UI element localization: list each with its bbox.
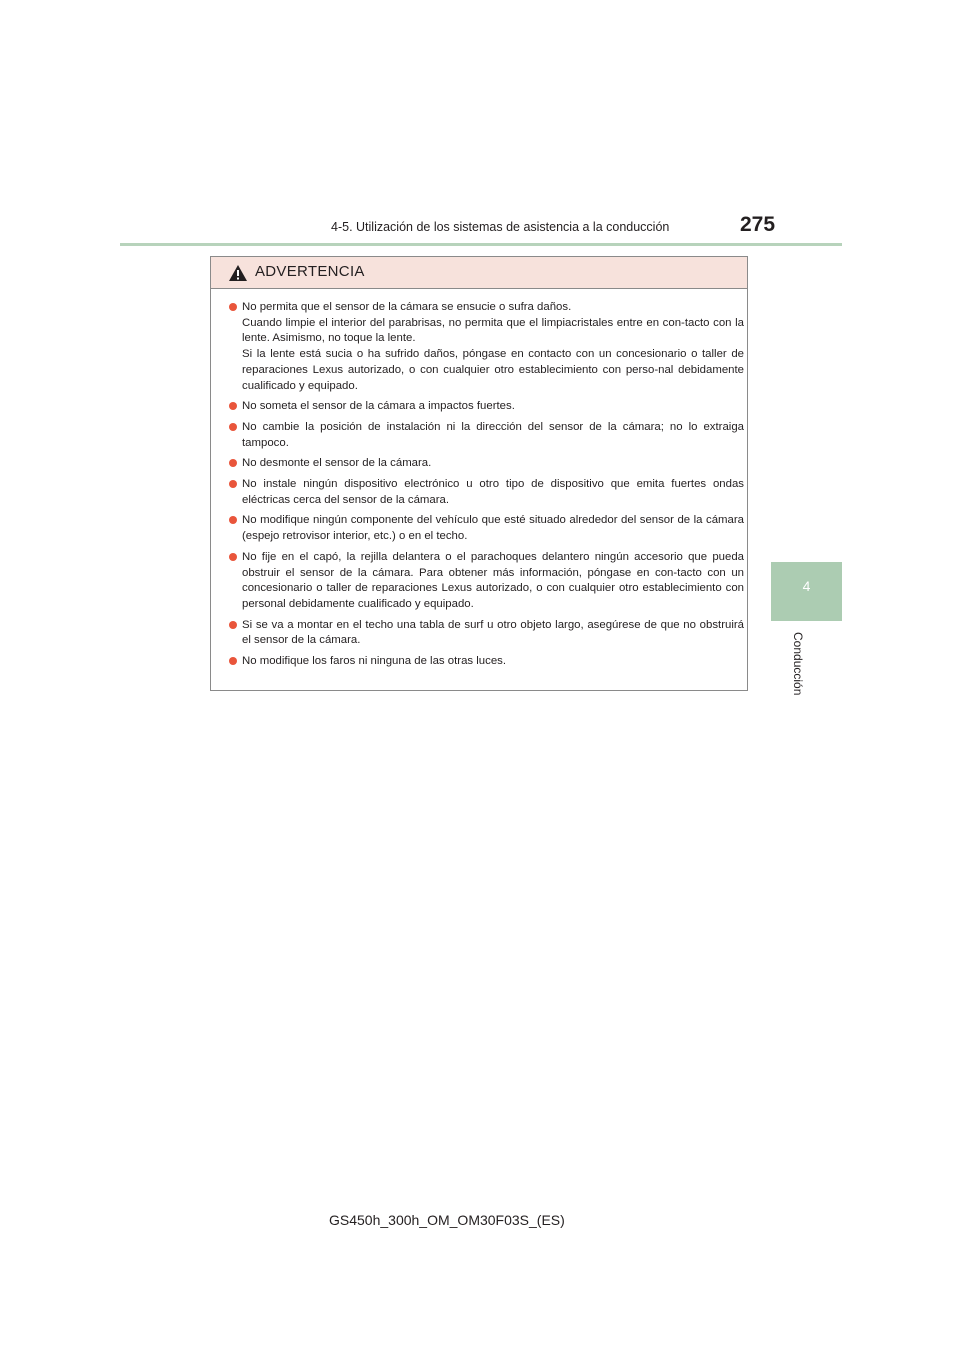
warning-item-text: No someta el sensor de la cámara a impactos fuertes.: [242, 400, 515, 413]
section-title: 4-5. Utilización de los sistemas de asistencia a la conducción: [331, 220, 670, 234]
chapter-label: [793, 632, 805, 702]
warning-item: [229, 477, 744, 508]
document-code: GS450h_300h_OM_OM30F03S_(ES): [329, 1212, 565, 1228]
warning-item: [229, 456, 744, 472]
chapter-tab: [771, 562, 842, 621]
warning-item-text: No desmonte el sensor de la cámara.: [242, 457, 432, 470]
warning-item-text: No instale ningún dispositivo electrónico u otro tipo de dispositivo que emita fuertes ondas eléctricas cerca del sensor de la cámara.: [242, 478, 744, 506]
bullet-icon: [229, 459, 237, 467]
bullet-icon: [229, 423, 237, 431]
page-number: 275: [740, 213, 776, 236]
bullet-icon: [229, 553, 237, 561]
warning-title: ADVERTENCIA: [255, 263, 365, 280]
warning-item: [229, 399, 744, 415]
bullet-icon: [229, 303, 237, 311]
warning-item: [229, 513, 744, 544]
warning-item-text: No modifique los faros ni ninguna de las otras luces.: [242, 655, 507, 668]
warning-item: [229, 550, 744, 613]
warning-item: [229, 420, 744, 451]
warning-item-text: No fije en el capó, la rejilla delantera o el parachoques delantero ningún accesorio que pueda obstruir el sensor de la cámara. Para obtener más información, póngase en con-tacto con un concesionario o taller de reparaciones Lexus autorizado, o con cualquier otro establecimiento con personal debidamente cualificado y equipado.: [242, 550, 744, 610]
warning-item: [229, 300, 744, 394]
warning-item-text: No cambie la posición de instalación ni la dirección del sensor de la cámara; no lo extraiga tampoco.: [242, 420, 744, 449]
bullet-icon: [229, 402, 237, 410]
warning-item-text: Cuando limpie el interior del parabrisas, no permita que el limpiacristales entre en con-tacto con la lente. Asimismo, no toque la lente.: [242, 316, 744, 345]
bullet-icon: [229, 621, 237, 629]
warning-item-text: Si la lente está sucia o ha sufrido daños, póngase en contacto con un concesionario o taller de reparaciones Lexus autorizado, o con cualquier otro establecimiento con perso-nal debidamente cualificado y equipado.: [242, 348, 744, 392]
warning-header: [211, 257, 747, 289]
warning-item-text: No modifique ningún componente del vehículo que esté situado alrededor del sensor de la cámara (espejo retrovisor interior, etc.) o en el techo.: [242, 514, 744, 543]
warning-box: [210, 256, 748, 691]
chapter-number: 4: [802, 578, 811, 594]
warning-item-text: No permita que el sensor de la cámara se ensucie o sufra daños.: [242, 301, 572, 313]
warning-item: [229, 618, 744, 649]
warning-item: [229, 654, 744, 670]
header-divider: [120, 243, 842, 246]
chapter-label-text: Conducción: [791, 632, 805, 696]
bullet-icon: [229, 516, 237, 524]
bullet-icon: [229, 480, 237, 488]
bullet-icon: [229, 657, 237, 665]
warning-triangle-icon: [228, 264, 248, 282]
warning-list: [229, 300, 744, 675]
warning-item-text: Si se va a montar en el techo una tabla de surf u otro objeto largo, asegúrese de que no obstruirá el sensor de la cámara.: [242, 618, 744, 647]
